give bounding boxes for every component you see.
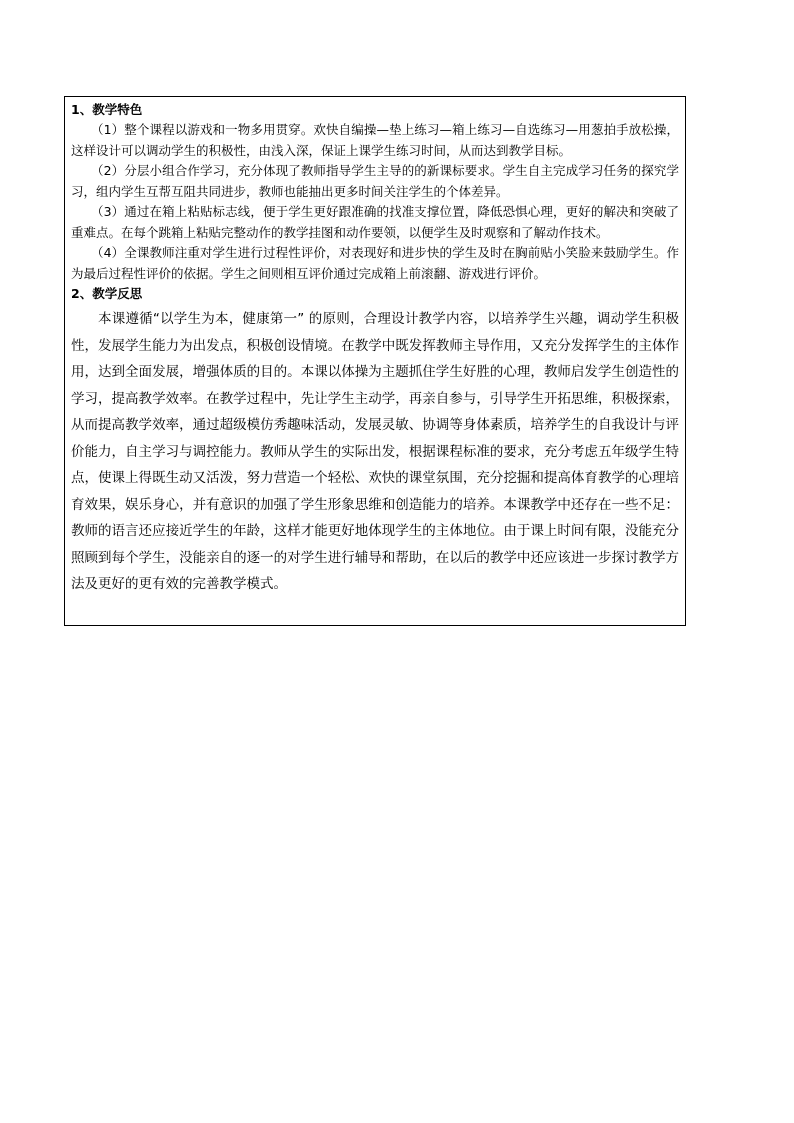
feature-paragraph-3: （3）通过在箱上粘贴标志线，便于学生更好跟准确的找准支撑位置，降低恐惧心理，更好的解决和突破了重难点。在每个跳箱上粘贴完整动作的教学挂图和动作要领，以便学生及时观察和了解动作技术。 [71, 204, 679, 240]
section-title-reflection: 2、教学反思 [71, 286, 143, 301]
feature-paragraph-2: （2）分层小组合作学习，充分体现了教师指导学生主导的的新课标要求。学生自主完成学习任务的探究学习，组内学生互帮互阻共同进步，教师也能抽出更多时间关注学生的个体差异。 [71, 163, 679, 199]
reflection-body: 本课遵循“以学生为本，健康第一” 的原则，合理设计教学内容，以培养学生兴趣，调动学生积极性，发展学生能力为出发点，积极创设情境。在教学中既发挥教师主导作用，又充分发挥学生的主体作用，达到全面发展，增强体质的目的。本课以体操为主题抓住学生好胜的心理，教师启发学生创造性的学习，提高教学效率。在教学过程中，先让学生主动学，再亲自参与，引导学生开拓思维，积极探索，从而提高教学效率，通过超级模仿秀趣味活动，发展灵敏、协调等身体素质，培养学生的自我设计与评价能力，自主学习与调控能力。教师从学生的实际出发，根据课程标准的要求，充分考虑五年级学生特点，使课上得既生动又活泼，努力营造一个轻松、欢快的课堂氛围，充分挖掘和提高体育教学的心理培育效果，娱乐身心，并有意识的加强了学生形象思维和创造能力的培养。本课教学中还存在一些不足：教师的语言还应接近学生的年龄，这样才能更好地体现学生的主体地位。由于课上时间有限，没能充分照顾到每个学生，没能亲自的逐一的对学生进行辅导和帮助，在以后的教学中还应该进一步探讨教学方法及更好的更有效的完善教学模式。 [71, 311, 679, 592]
feature-paragraph-4: （4）全课教师注重对学生进行过程性评价，对表现好和进步快的学生及时在胸前贴小笑脸来鼓励学生。作为最后过程性评价的依据。学生之间则相互评价通过完成箱上前滚翻、游戏进行评价。 [71, 245, 679, 281]
document-table-cell [64, 96, 686, 626]
section-title-features: 1、教学特色 [71, 102, 143, 117]
feature-paragraph-1: （1）整个课程以游戏和一物多用贯穿。欢快自编操—垫上练习—箱上练习—自选练习—用葱拍手放松操，这样设计可以调动学生的积极性，由浅入深，保证上课学生练习时间，从而达到教学目标。 [71, 122, 679, 158]
